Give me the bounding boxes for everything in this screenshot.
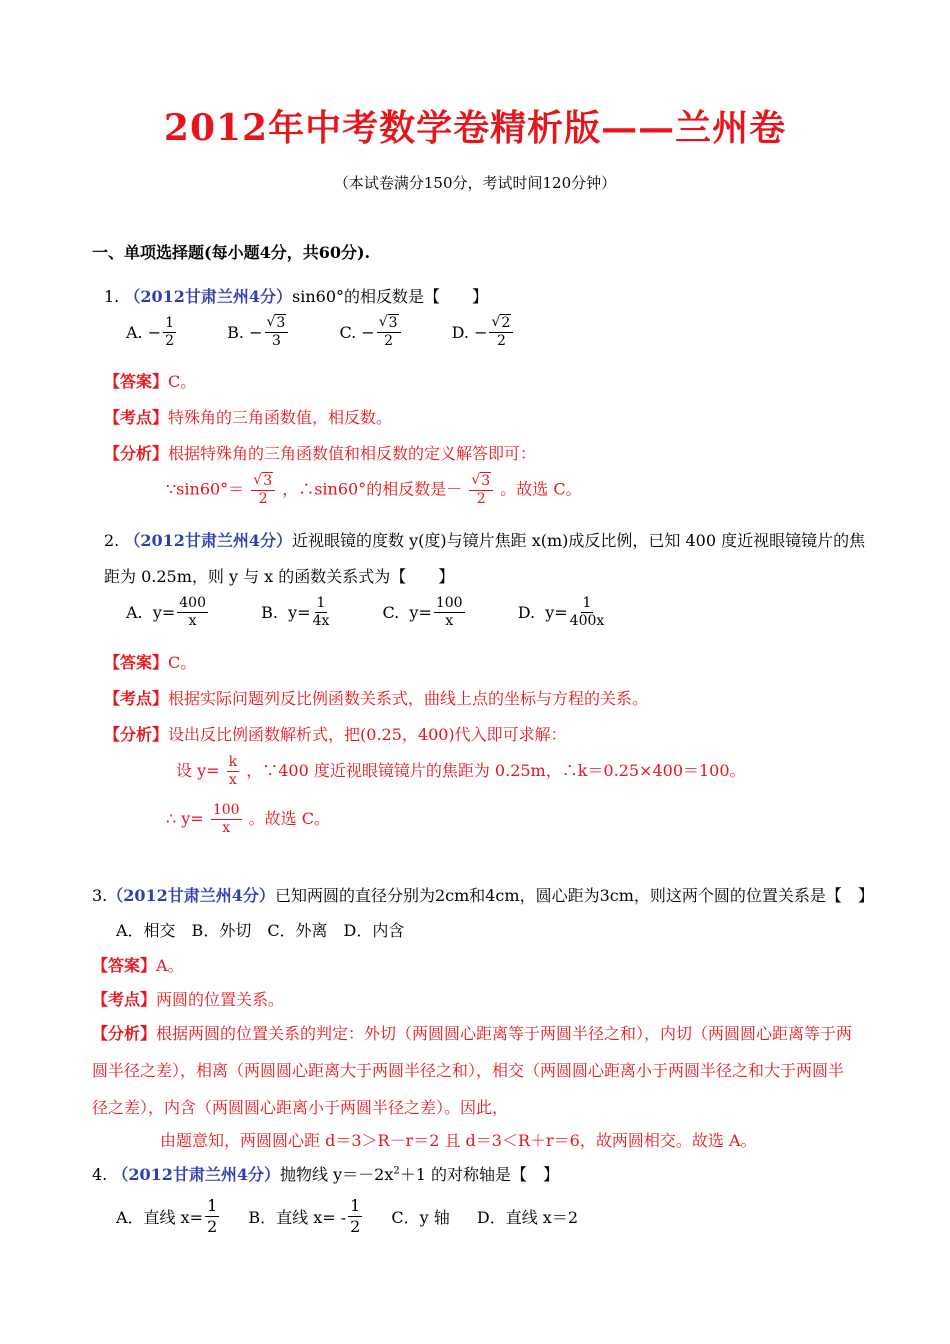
option-b: B. y= $\frac{1}{4x}$: [261, 595, 330, 629]
q2-solution-1: 设 y= $\frac{k}{x}$ ，∵400 度近视眼镜镜片的焦距为 0.25m，∴k＝0.25×400＝100。: [176, 754, 746, 788]
option-c: C. y= $\frac{100}{x}$: [382, 595, 463, 629]
question-stem: 近视眼镜的度数 y(度)与镜片焦距 x(m)成反比例，已知 400 度近视眼镜镜片的焦: [292, 531, 866, 550]
exam-info: （本试卷满分150分，考试时间120分钟）: [333, 174, 617, 192]
option-d: D. − √ 2 2: [452, 314, 516, 350]
question-source: （2012甘肃兰州4分）: [124, 531, 293, 550]
page-title: 2012年中考数学卷精析版——兰州卷: [163, 107, 787, 149]
question-number: 3.: [92, 886, 108, 905]
question-2-cont: 距为 0.25m，则 y 与 x 的函数关系式为【 】: [104, 567, 455, 586]
option-a: A. y= $\frac{400}{x}$: [126, 595, 206, 629]
question-number: 2.: [104, 531, 120, 550]
q1-point: 【考点】特殊角的三角函数值，相反数。: [104, 408, 393, 427]
question-1: [104, 284, 488, 307]
q3-analysis-3: 径之差），内含（两圆圆心距离小于两圆半径之差）。因此，: [92, 1098, 509, 1117]
exponent: 2: [393, 1165, 400, 1177]
section-heading: 一、单项选择题(每小题4分，共60分).: [92, 243, 371, 262]
question-stem-end: ＋1 的对称轴是【 】: [399, 1165, 560, 1184]
q2-options: [126, 595, 636, 630]
question-source: （2012甘肃兰州4分）: [112, 1165, 281, 1184]
option-b: B. − √ 3 3: [227, 314, 290, 350]
q3-point: 【考点】两圆的位置关系。: [92, 990, 285, 1009]
question-stem: sin60°的相反数是【 】: [292, 287, 489, 306]
question-source: （2012甘肃兰州4分）: [107, 886, 275, 905]
q2-analysis: 【分析】设出反比例函数解析式，把(0.25，400)代入即可求解：: [104, 725, 567, 744]
q1-solution: ∵sin60°＝ √ 3 2 ，∴sin60°的相反数是－ √ 3 2 。故选 C。: [166, 472, 582, 507]
option-a: A. − $\frac{1}{2}$: [126, 314, 175, 349]
question-2: [104, 528, 865, 551]
q3-analysis-2: 圆半径之差），相离（两圆圆心距离大于两圆半径之和），相交（两圆圆心距离小于两圆半径之和大于两圆半: [92, 1061, 845, 1080]
question-4: [92, 1162, 559, 1185]
q3-conclusion: 由题意知，两圆圆心距 d＝3＞R－r＝2 且 d＝3＜R＋r＝6，故两圆相交。故选 A。: [160, 1131, 757, 1150]
option-d: D. y= $\frac{1}{400x}$: [517, 595, 605, 629]
question-number: 4.: [92, 1165, 108, 1184]
option-d: D．直线 x＝2: [476, 1208, 579, 1227]
q1-answer: 【答案】C。: [104, 372, 197, 391]
q2-solution-2: ∴ y= $\frac{100}{x}$ 。故选 C。: [166, 802, 330, 836]
option-b: B．直线 x= - $\frac{1}{2}$: [248, 1196, 361, 1236]
question-stem: 已知两圆的直径分别为2cm和4cm，圆心距为3cm，则这两个圆的位置关系是【 】: [274, 886, 874, 905]
question-number: 1.: [104, 287, 120, 306]
question-stem: 抛物线 y＝－2x: [280, 1165, 394, 1184]
q3-options: A．相交 B．外切 C．外离 D．内含: [116, 921, 405, 940]
q2-answer: 【答案】C。: [104, 653, 197, 672]
q1-options: [126, 314, 545, 350]
question-3: [92, 883, 874, 906]
q4-options: [116, 1196, 608, 1237]
q3-analysis-1: 【分析】根据两圆的位置关系的判定：外切（两圆圆心距离等于两圆半径之和），内切（两圆圆心距离等于两: [92, 1024, 853, 1043]
option-c: C．y 轴: [391, 1208, 450, 1227]
q3-answer: 【答案】A。: [92, 956, 184, 975]
q2-point: 【考点】根据实际问题列反比例函数关系式，曲线上点的坐标与方程的关系。: [104, 689, 649, 708]
question-source: （2012甘肃兰州4分）: [124, 287, 293, 306]
option-a: A．直线 x= $\frac{1}{2}$: [116, 1196, 218, 1236]
q1-analysis: 【分析】根据特殊角的三角函数值和相反数的定义解答即可：: [104, 444, 537, 463]
option-c: C. − √ 3 2: [339, 314, 402, 350]
